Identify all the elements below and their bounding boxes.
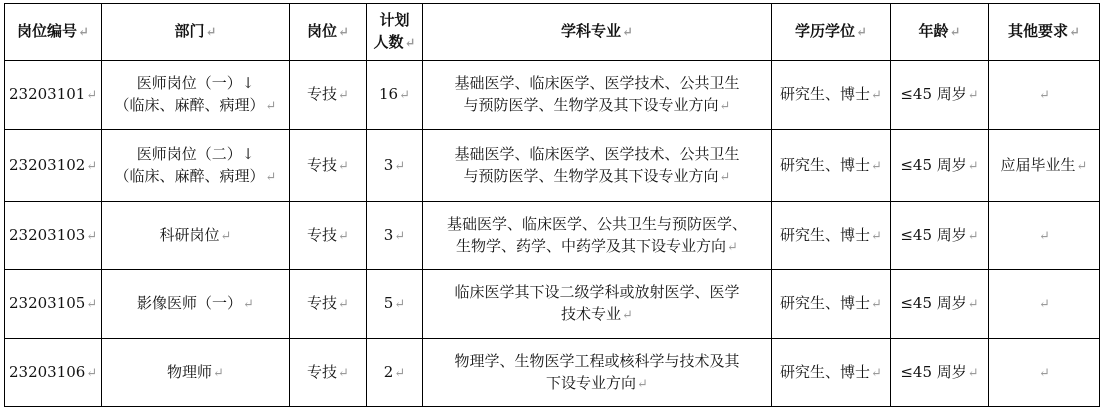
cell-dept: 物理师↵ bbox=[102, 339, 290, 407]
cell-post: 专技↵ bbox=[290, 270, 367, 339]
cell-post: 专技↵ bbox=[290, 339, 367, 407]
table-row bbox=[5, 202, 1100, 270]
cell-major: 基础医学、临床医学、医学技术、公共卫生 与预防医学、生物学及其下设专业方向↵ bbox=[423, 130, 772, 202]
table-row bbox=[5, 270, 1100, 339]
cell-code: 23203102↵ bbox=[5, 130, 102, 202]
header-other: 其他要求↵ bbox=[989, 4, 1100, 61]
cell-other: ↵ bbox=[989, 61, 1100, 130]
cell-degree: 研究生、博士↵ bbox=[772, 130, 891, 202]
cell-code: 23203101↵ bbox=[5, 61, 102, 130]
cell-count: 16↵ bbox=[367, 61, 423, 130]
header-post: 岗位↵ bbox=[290, 4, 367, 61]
cell-degree: 研究生、博士↵ bbox=[772, 339, 891, 407]
cell-age: ≤45 周岁↵ bbox=[891, 202, 989, 270]
cell-count: 2↵ bbox=[367, 339, 423, 407]
table-row bbox=[5, 339, 1100, 407]
cell-post: 专技↵ bbox=[290, 130, 367, 202]
cell-age: ≤45 周岁↵ bbox=[891, 339, 989, 407]
cell-major: 物理学、生物医学工程或核科学与技术及其 下设专业方向↵ bbox=[423, 339, 772, 407]
cell-dept: 医师岗位（一）↓ （临床、麻醉、病理）↵ bbox=[102, 61, 290, 130]
cell-dept: 医师岗位（二）↓ （临床、麻醉、病理）↵ bbox=[102, 130, 290, 202]
cell-count: 3↵ bbox=[367, 130, 423, 202]
cell-other: ↵ bbox=[989, 202, 1100, 270]
header-degree: 学历学位↵ bbox=[772, 4, 891, 61]
cell-other: 应届毕业生↵ bbox=[989, 130, 1100, 202]
header-dept: 部门↵ bbox=[102, 4, 290, 61]
cell-major: 基础医学、临床医学、医学技术、公共卫生 与预防医学、生物学及其下设专业方向↵ bbox=[423, 61, 772, 130]
header-code: 岗位编号↵ bbox=[5, 4, 102, 61]
cell-degree: 研究生、博士↵ bbox=[772, 270, 891, 339]
cell-degree: 研究生、博士↵ bbox=[772, 61, 891, 130]
cell-dept: 影像医师（一）↵ bbox=[102, 270, 290, 339]
cell-other: ↵ bbox=[989, 339, 1100, 407]
cell-post: 专技↵ bbox=[290, 61, 367, 130]
cell-post: 专技↵ bbox=[290, 202, 367, 270]
cell-code: 23203103↵ bbox=[5, 202, 102, 270]
cell-count: 5↵ bbox=[367, 270, 423, 339]
cell-code: 23203105↵ bbox=[5, 270, 102, 339]
cell-major: 基础医学、临床医学、公共卫生与预防医学、 生物学、药学、中药学及其下设专业方向↵ bbox=[423, 202, 772, 270]
cell-degree: 研究生、博士↵ bbox=[772, 202, 891, 270]
header-age: 年龄↵ bbox=[891, 4, 989, 61]
cell-age: ≤45 周岁↵ bbox=[891, 270, 989, 339]
cell-code: 23203106↵ bbox=[5, 339, 102, 407]
recruitment-table bbox=[4, 3, 1100, 407]
cell-age: ≤45 周岁↵ bbox=[891, 130, 989, 202]
table-row bbox=[5, 61, 1100, 130]
cell-major: 临床医学其下设二级学科或放射医学、医学 技术专业↵ bbox=[423, 270, 772, 339]
header-row bbox=[5, 4, 1100, 61]
cell-other: ↵ bbox=[989, 270, 1100, 339]
cell-age: ≤45 周岁↵ bbox=[891, 61, 989, 130]
cell-count: 3↵ bbox=[367, 202, 423, 270]
header-major: 学科专业↵ bbox=[423, 4, 772, 61]
table-row bbox=[5, 130, 1100, 202]
cell-dept: 科研岗位↵ bbox=[102, 202, 290, 270]
header-count: 计划 人数↵ bbox=[367, 4, 423, 61]
